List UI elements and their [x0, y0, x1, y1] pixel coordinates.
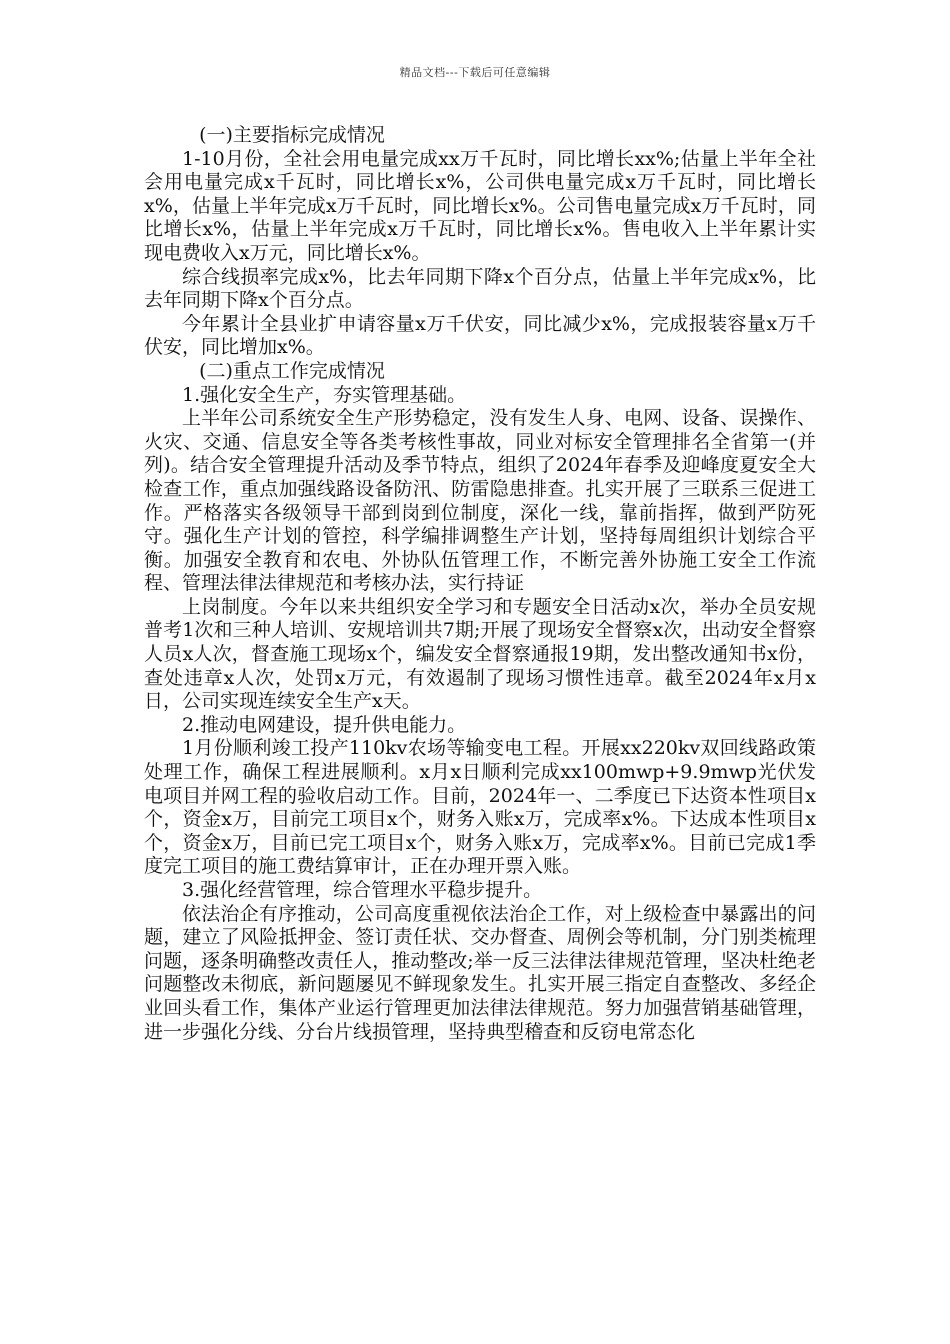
- page-header: 精品文档---下载后可任意编辑: [399, 66, 551, 79]
- section-heading-key-work: (二)重点工作完成情况: [199, 359, 385, 382]
- paragraph-line-loss: 综合线损率完成x%，比去年同期下降x个百分点，估量上半年完成x%，比去年同期下降x个百分点。: [144, 265, 816, 312]
- subheading-grid-construction: 2.推动电网建设，提升供电能力。: [182, 713, 467, 736]
- section-heading-main-indicators: (一)主要指标完成情况: [199, 124, 385, 146]
- paragraph-safety-training: 上岗制度。今年以来共组织安全学习和专题安全日活动x次，举办全员安规普考1次和三种人培训、安规培训共7期;开展了现场安全督察x次，出动安全督察人员x人次，督查施工现场x个，编发安全督察通报19期，发出整改通知书x份，查处违章x人次，处罚x万元，有效遏制了现场习惯性违章。截至2024年x月x日，公司实现连续安全生产x天。: [144, 595, 816, 713]
- subheading-safety-production: 1.强化安全生产，夯实管理基础。: [182, 383, 467, 406]
- subheading-operation-management: 3.强化经营管理，综合管理水平稳步提升。: [182, 879, 543, 901]
- paragraph-law-based-management: 依法治企有序推动，公司高度重视依法治企工作，对上级检查中暴露出的问题，建立了风险抵押金、签订责任状、交办督查、周例会等机制，分门别类梳理问题，逐条明确整改责任人，推动整改;举一反三法律法律规范管理，坚决杜绝老问题整改未彻底，新问题屡见不鲜现象发生。扎实开展三指定自查整改、多经企业回头看工作，集体产业运行管理更加法律法律规范。努力加强营销基础管理，进一步强化分线、分台片线损管理，坚持典型稽查和反窃电常态化: [144, 902, 816, 1043]
- paragraph-capacity-application: 今年累计全县业扩申请容量x万千伏安，同比减少x%，完成报装容量x万千伏安，同比增加x%。: [144, 312, 816, 359]
- paragraph-electricity-volume: 1-10月份，全社会用电量完成xx万千瓦时，同比增长xx%;估量上半年全社会用电量完成x千瓦时，同比增长x%，公司供电量完成x万千瓦时，同比增长x%，估量上半年完成x万千瓦时，同比增长x%。公司售电量完成x万千瓦时，同比增长x%，估量上半年完成x万千瓦时，同比增长x%。售电收入上半年累计实现电费收入x万元，同比增长x%。: [144, 147, 816, 264]
- paragraph-safety-overview: 上半年公司系统安全生产形势稳定，没有发生人身、电网、设备、误操作、火灾、交通、信息安全等各类考核性事故，同业对标安全管理排名全省第一(并列)。结合安全管理提升活动及季节特点，组织了2024年春季及迎峰度夏安全大检查工作，重点加强线路设备防汛、防雷隐患排查。扎实开展了三联系三促进工作。严格落实各级领导干部到岗到位制度，深化一线，靠前指挥，做到严防死守。强化生产计划的管控，科学编排调整生产计划，坚持每周组织计划综合平衡。加强安全教育和农电、外协队伍管理工作，不断完善外协施工安全工作流程、管理法律法律规范和考核办法，实行持证: [144, 407, 816, 595]
- document-body: [144, 124, 816, 1044]
- paragraph-grid-projects: 1月份顺利竣工投产110kv农场等输变电工程。开展xx220kv双回线路政策处理工作，确保工程进展顺利。x月x日顺利完成xx100mwp+9.9mwp光伏发电项目并网工程的验收启动工作。目前，2024年一、二季度已下达资本性项目x个，资金x万，目前完工项目x个，财务入账x万，完成率x%。下达成本性项目x个，资金x万，目前已完工项目x个，财务入账x万，完成率x%。目前已完成1季度完工项目的施工费结算审计，正在办理开票入账。: [144, 737, 816, 878]
